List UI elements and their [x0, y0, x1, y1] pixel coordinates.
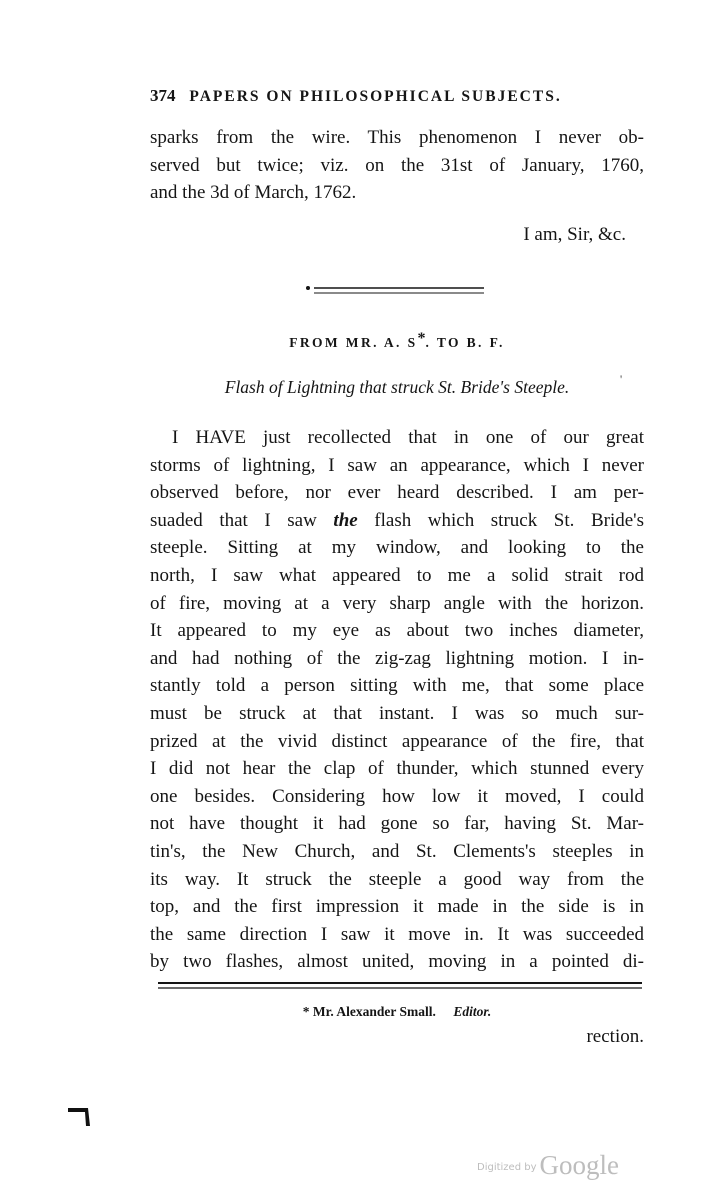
text-line: stantly told a person sitting with me, that some place [150, 675, 644, 697]
text-line: the same direction I saw it move in. It was succeeded [150, 923, 644, 945]
letter-body [150, 424, 644, 976]
text-line: its way. It struck the steeple a good way from the [150, 868, 644, 890]
letter-subtitle: Flash of Lightning that struck St. Bride's Steeple. [224, 377, 570, 397]
text-line: and the 3d of March, 1762. [150, 182, 357, 204]
text-line: observed before, nor ever heard described. I am per- [150, 482, 644, 504]
text-line: suaded that I saw the flash which struck St. Bride's [150, 509, 644, 531]
text-line: and had nothing of the zig-zag lightning motion. I in- [150, 647, 644, 669]
continuation-paragraph [150, 124, 644, 207]
digitized-watermark [477, 1150, 619, 1181]
text-line: north, I saw what appeared to me a solid strait rod [150, 564, 644, 586]
text-line: must be struck at that instant. I was so much sur- [150, 702, 644, 724]
watermark-brand: Google [539, 1150, 619, 1180]
text-line: steeple. Sitting at my window, and looking to the [150, 537, 644, 559]
running-title: PAPERS ON PHILOSOPHICAL SUBJECTS. [189, 88, 562, 105]
footnote-mark: * [417, 330, 426, 347]
text-line: It appeared to my eye as about two inches diameter, [150, 620, 644, 642]
footnote [150, 1004, 644, 1020]
text-line: served but twice; viz. on the 31st of January, 1760, [150, 154, 644, 176]
page-corner-mark [66, 1104, 96, 1128]
text-line: by two flashes, almost united, moving in a pointed di- [150, 951, 644, 973]
section-divider [300, 284, 486, 298]
footnote-editor: Editor. [453, 1004, 492, 1019]
page-number: 374 [150, 86, 176, 105]
text-line: I did not hear the clap of thunder, which stunned every [150, 758, 644, 780]
text-line: not have thought it had gone so far, having St. Mar- [150, 813, 644, 835]
watermark-prefix: Digitized by [477, 1162, 537, 1173]
text-line: sparks from the wire. This phenomenon I never ob- [150, 127, 644, 148]
letter-signoff: I am, Sir, &c. [523, 224, 626, 245]
letter-heading-tail: . TO B. F. [425, 335, 505, 350]
text-line: of fire, moving at a very sharp angle with the horizon. [150, 592, 644, 614]
text-line: I HAVE just recollected that in one of our great [172, 427, 644, 448]
text-line: one besides. Considering how low it moved, I could [150, 785, 644, 807]
text-line: tin's, the New Church, and St. Clements's steeples in [150, 840, 644, 862]
emphasized-word: the [333, 509, 358, 531]
stray-mark: ' [620, 372, 623, 386]
footnote-text: * Mr. Alexander Small. [302, 1004, 436, 1019]
catchword: rection. [586, 1026, 644, 1047]
text-line: storms of lightning, I saw an appearance, which I never [150, 454, 644, 476]
running-head [150, 86, 610, 106]
text-line: top, and the first impression it made in the side is in [150, 896, 644, 918]
footnote-rule [158, 980, 642, 992]
letter-heading-text: FROM MR. A. S [289, 335, 418, 350]
letter-heading [150, 330, 644, 351]
text-line: prized at the vivid distinct appearance of the fire, that [150, 730, 644, 752]
